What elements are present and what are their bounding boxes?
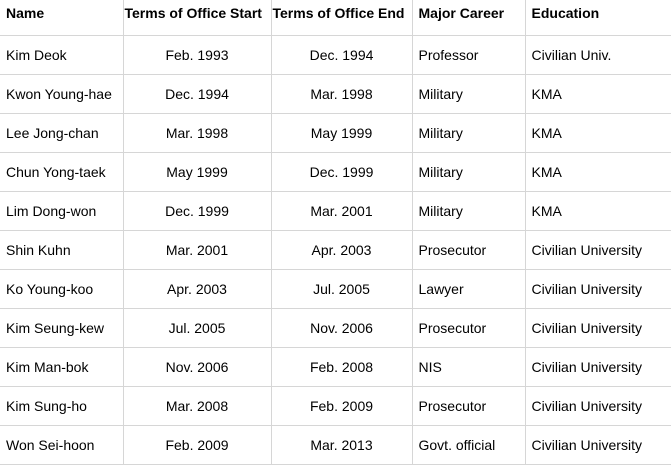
cell-start: Mar. 2008 — [123, 386, 271, 425]
cell-start: Feb. 2009 — [123, 425, 271, 464]
cell-career: Military — [412, 74, 525, 113]
cell-education: KMA — [525, 191, 671, 230]
cell-career: Military — [412, 113, 525, 152]
cell-career: Military — [412, 191, 525, 230]
table-row — [0, 191, 671, 230]
cell-end: Mar. 1998 — [271, 74, 412, 113]
table-row — [0, 230, 671, 269]
header-end: Terms of Office End — [271, 0, 412, 35]
table-row — [0, 386, 671, 425]
cell-start: Dec. 1999 — [123, 191, 271, 230]
cell-career: Professor — [412, 35, 525, 74]
cell-career: NIS — [412, 347, 525, 386]
header-career: Major Career — [412, 0, 525, 35]
cell-education: KMA — [525, 113, 671, 152]
cell-name: Lee Jong-chan — [0, 113, 123, 152]
cell-name: Kim Sung-ho — [0, 386, 123, 425]
cell-name: Lim Dong-won — [0, 191, 123, 230]
cell-education: KMA — [525, 74, 671, 113]
header-start: Terms of Office Start — [123, 0, 271, 35]
cell-end: Jul. 2005 — [271, 269, 412, 308]
cell-education: Civilian University — [525, 347, 671, 386]
cell-start: Dec. 1994 — [123, 74, 271, 113]
cell-start: Nov. 2006 — [123, 347, 271, 386]
cell-name: Shin Kuhn — [0, 230, 123, 269]
cell-end: Apr. 2003 — [271, 230, 412, 269]
cell-start: Jul. 2005 — [123, 308, 271, 347]
table-row — [0, 347, 671, 386]
header-education: Education — [525, 0, 671, 35]
cell-end: Mar. 2013 — [271, 425, 412, 464]
cell-name: Kim Deok — [0, 35, 123, 74]
table-row — [0, 269, 671, 308]
cell-end: Dec. 1999 — [271, 152, 412, 191]
cell-start: Feb. 1993 — [123, 35, 271, 74]
cell-end: Mar. 2001 — [271, 191, 412, 230]
cell-end: May 1999 — [271, 113, 412, 152]
cell-name: Kim Man-bok — [0, 347, 123, 386]
table-row — [0, 425, 671, 464]
cell-career: Prosecutor — [412, 308, 525, 347]
cell-end: Feb. 2009 — [271, 386, 412, 425]
table-row — [0, 113, 671, 152]
cell-end: Dec. 1994 — [271, 35, 412, 74]
cell-end: Feb. 2008 — [271, 347, 412, 386]
table-row — [0, 308, 671, 347]
cell-name: Kwon Young-hae — [0, 74, 123, 113]
cell-name: Chun Yong-taek — [0, 152, 123, 191]
cell-end: Nov. 2006 — [271, 308, 412, 347]
table-row — [0, 35, 671, 74]
cell-career: Military — [412, 152, 525, 191]
cell-name: Kim Seung-kew — [0, 308, 123, 347]
cell-start: Mar. 2001 — [123, 230, 271, 269]
cell-start: Mar. 1998 — [123, 113, 271, 152]
table-row — [0, 74, 671, 113]
cell-education: Civilian University — [525, 269, 671, 308]
cell-name: Won Sei-hoon — [0, 425, 123, 464]
header-name: Name — [0, 0, 123, 35]
cell-career: Prosecutor — [412, 230, 525, 269]
table-row — [0, 152, 671, 191]
cell-career: Prosecutor — [412, 386, 525, 425]
cell-education: Civilian University — [525, 230, 671, 269]
cell-education: Civilian Univ. — [525, 35, 671, 74]
cell-start: May 1999 — [123, 152, 271, 191]
cell-education: Civilian University — [525, 425, 671, 464]
cell-start: Apr. 2003 — [123, 269, 271, 308]
cell-career: Lawyer — [412, 269, 525, 308]
cell-career: Govt. official — [412, 425, 525, 464]
cell-education: KMA — [525, 152, 671, 191]
header-row — [0, 0, 671, 35]
cell-education: Civilian University — [525, 308, 671, 347]
cell-education: Civilian University — [525, 386, 671, 425]
cell-name: Ko Young-koo — [0, 269, 123, 308]
